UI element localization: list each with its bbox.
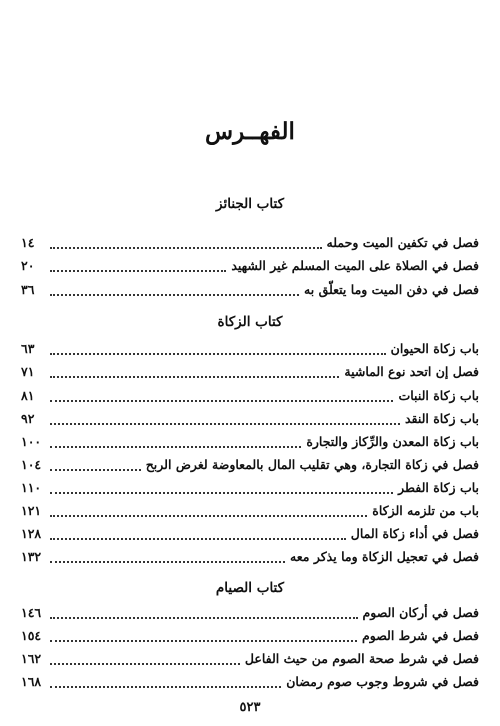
toc-entry-page: ٢٠ xyxy=(21,258,35,273)
toc-entry-page: ٨١ xyxy=(21,388,35,403)
toc-entry-page: ١٤٦ xyxy=(21,605,42,620)
toc-entry-page: ١٠٤ xyxy=(21,457,42,472)
toc-entry-page: ١١٠ xyxy=(21,480,42,495)
toc-entry-title: فصل في شرط الصوم xyxy=(362,628,479,643)
toc-entry-title: فصل في الصلاة على الميت المسلم غير الشهيد xyxy=(231,258,479,273)
toc-entry-title: فصل في شرط صحة الصوم من حيث الفاعل xyxy=(244,651,479,666)
leader-dots xyxy=(50,270,226,272)
toc-entry-page: ١٢١ xyxy=(21,503,42,518)
leader-dots xyxy=(50,515,367,517)
toc-entry-page: ١٤ xyxy=(21,235,35,250)
leader-dots xyxy=(50,400,393,402)
toc-entry-page: ٦٣ xyxy=(21,341,35,356)
toc-entry-title: فصل في زكاة التجارة، وهي تقليب المال بالمعاوضة لغرض الربح xyxy=(145,457,479,472)
leader-dots xyxy=(50,376,339,378)
leader-dots xyxy=(50,446,301,448)
toc-entry-title: باب زكاة النبات xyxy=(398,388,479,403)
leader-dots xyxy=(50,247,322,249)
toc-entry xyxy=(21,256,479,276)
toc-entry xyxy=(21,362,479,382)
toc-entry-page: ١٦٨ xyxy=(21,674,42,689)
toc-entry-page: ٩٢ xyxy=(21,411,35,426)
toc-entry-title: باب زكاة المعدن والرِّكاز والتجارة xyxy=(306,434,479,449)
section-heading-fasting: كتاب الصيام xyxy=(215,580,285,596)
toc-entry-title: فصل في أداء زكاة المال xyxy=(350,526,479,541)
toc-entry-title: فصل في دفن الميت وما يتعلّق به xyxy=(304,282,479,297)
toc-entry-page: ١٥٤ xyxy=(21,628,42,643)
leader-dots xyxy=(50,663,240,665)
toc-entry-page: ١٦٢ xyxy=(21,651,42,666)
toc-entry xyxy=(21,603,479,623)
leader-dots xyxy=(50,353,386,355)
toc-entry-page: ١٠٠ xyxy=(21,434,42,449)
page-number: ٥٢٣ xyxy=(239,700,261,715)
toc-entry-title: فصل في تكفين الميت وحمله xyxy=(326,235,479,250)
toc-entry-title: فصل في شروط وجوب صوم رمضان xyxy=(286,674,479,689)
toc-entry xyxy=(21,409,479,429)
toc-entry-title: باب زكاة النقد xyxy=(404,411,479,426)
leader-dots xyxy=(50,686,281,688)
toc-entry xyxy=(21,649,479,669)
page-title: الفهــرس xyxy=(205,118,295,145)
toc-entry-title: فصل في أركان الصوم xyxy=(362,605,479,620)
toc-entry-page: ١٢٨ xyxy=(21,526,42,541)
toc-entry xyxy=(21,233,479,253)
leader-dots xyxy=(50,469,141,471)
toc-entry xyxy=(21,478,479,498)
section-heading-zakat: كتاب الزكاة xyxy=(217,314,283,330)
toc-entry xyxy=(21,432,479,452)
toc-entry xyxy=(21,524,479,544)
leader-dots xyxy=(50,640,357,642)
toc-entry xyxy=(21,280,479,300)
toc-entry-title: باب زكاة الفطر xyxy=(398,480,479,495)
toc-entry xyxy=(21,547,479,567)
toc-entry xyxy=(21,455,479,475)
toc-entry xyxy=(21,339,479,359)
toc-entry xyxy=(21,386,479,406)
toc-entry-page: ٣٦ xyxy=(21,282,35,297)
toc-entry-title: باب من تلزمه الزكاة xyxy=(372,503,479,518)
toc-entry xyxy=(21,501,479,521)
toc-entry-title: باب زكاة الحيوان xyxy=(390,341,479,356)
leader-dots xyxy=(50,423,400,425)
leader-dots xyxy=(50,538,346,540)
toc-entry-page: ١٣٢ xyxy=(21,549,42,564)
leader-dots xyxy=(50,561,285,563)
leader-dots xyxy=(50,492,393,494)
toc-entry-page: ٧١ xyxy=(21,364,35,379)
toc-entry-title: فصل إن اتحد نوع الماشية xyxy=(344,364,479,379)
toc-entry xyxy=(21,626,479,646)
leader-dots xyxy=(50,617,358,619)
section-heading-funerals: كتاب الجنائز xyxy=(216,196,284,212)
toc-entry xyxy=(21,672,479,692)
leader-dots xyxy=(50,294,299,296)
toc-entry-title: فصل في تعجيل الزكاة وما يذكر معه xyxy=(290,549,479,564)
